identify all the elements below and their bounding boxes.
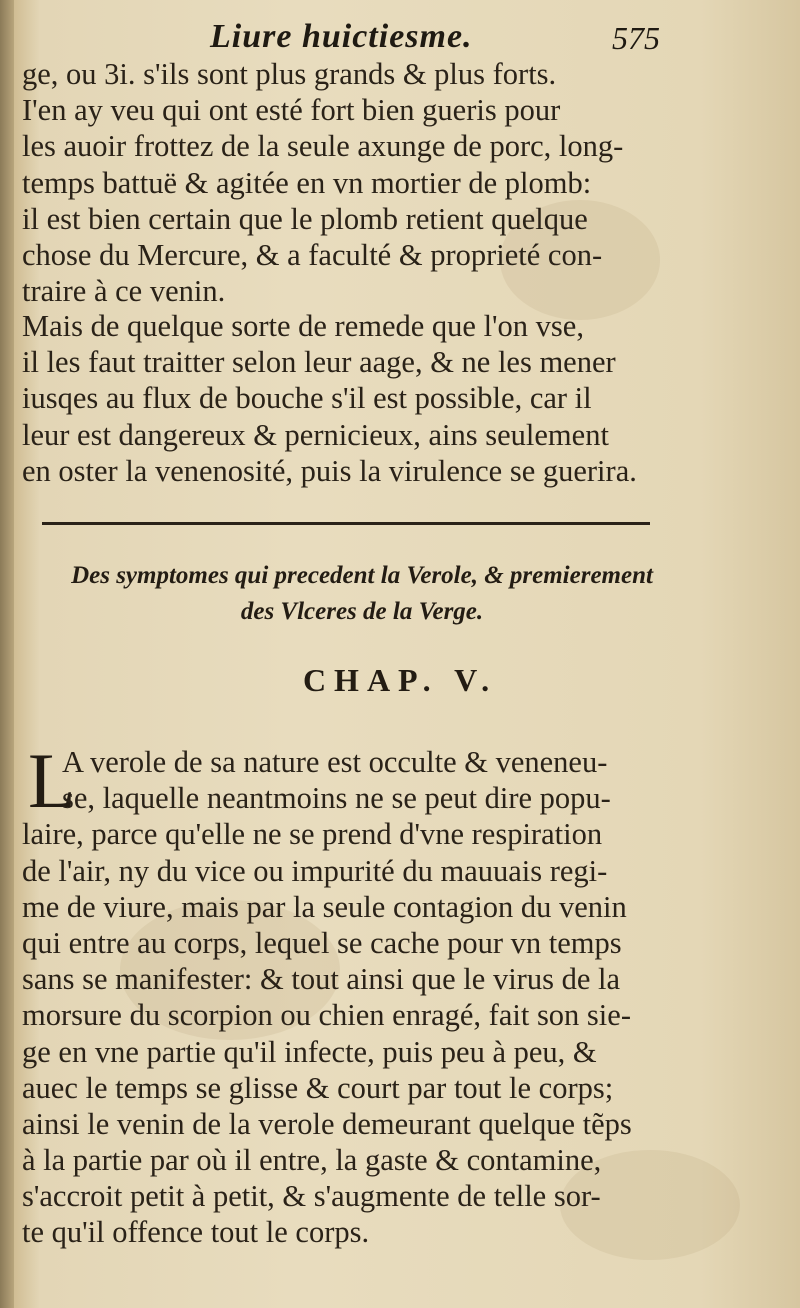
text-line: iusqes au flux de bouche s'il est possible, car il <box>22 381 592 416</box>
text-line: qui entre au corps, lequel se cache pour vn temps <box>22 925 622 960</box>
text-line: les auoir frottez de la seule axunge de porc, long- <box>22 129 624 164</box>
paragraph-chapter-body <box>22 737 682 1251</box>
text-line: temps battuë & agitée en vn mortier de plomb: <box>22 165 592 200</box>
page-gutter <box>0 0 14 1308</box>
text-line: en oster la venenosité, puis la virulence se guerira. <box>22 453 637 488</box>
running-title: Liure huictiesme. <box>210 18 473 55</box>
text-line: chose du Mercure, & a faculté & proprieté con- <box>22 237 603 272</box>
text-line: se, laquelle neantmoins ne se peut dire popu- <box>62 781 611 816</box>
section-divider <box>42 522 650 525</box>
paragraph-remedy <box>22 56 682 309</box>
text-line: sans se manifester: & tout ainsi que le virus de la <box>22 962 620 997</box>
text-line: ainsi le venin de la verole demeurant quelque tẽps <box>22 1106 632 1141</box>
text-line: leur est dangereux & pernicieux, ains seulement <box>22 417 609 452</box>
chapter-label: CHAP. V. <box>302 662 498 698</box>
text-line: Mais de quelque sorte de remede que l'on vse, <box>22 309 584 343</box>
text-line: ge, ou 3i. s'ils sont plus grands & plus forts. <box>22 57 557 91</box>
text-line: te qu'il offence tout le corps. <box>22 1215 370 1250</box>
chapter-title <box>22 558 702 630</box>
text-line: morsure du scorpion ou chien enragé, fait son sie- <box>22 998 631 1033</box>
text-line: me de viure, mais par la seule contagion du venin <box>22 889 627 924</box>
chapter-title-line: des Vlceres de la Verge. <box>240 598 484 625</box>
page-number: 575 <box>612 20 660 56</box>
page-header <box>0 14 800 60</box>
text-line: ge en vne partie qu'il infecte, puis peu à peu, & <box>22 1034 597 1069</box>
chapter-title-line: Des symptomes qui precedent la Verole, & premierement <box>71 562 653 589</box>
text-line: laire, parce qu'elle ne se prend d'vne respiration <box>22 817 603 852</box>
text-line: traire à ce venin. <box>22 274 226 309</box>
text-line: à la partie par où il entre, la gaste & contamine, <box>22 1143 602 1178</box>
text-line: il est bien certain que le plomb retient quelque <box>22 201 588 236</box>
text-line: de l'air, ny du vice ou impurité du mauuais regi- <box>22 853 608 888</box>
drop-cap: L <box>28 737 76 824</box>
text-line: A verole de sa nature est occulte & veneneu- <box>62 745 608 779</box>
text-line: s'accroit petit à petit, & s'augmente de telle sor- <box>22 1179 601 1214</box>
text-line: il les faut traitter selon leur aage, & ne les mener <box>22 345 616 380</box>
text-line: auec le temps se glisse & court par tout le corps; <box>22 1070 614 1105</box>
paragraph-treatment <box>22 308 682 489</box>
text-line: I'en ay veu qui ont esté fort bien gueris pour <box>22 93 561 128</box>
